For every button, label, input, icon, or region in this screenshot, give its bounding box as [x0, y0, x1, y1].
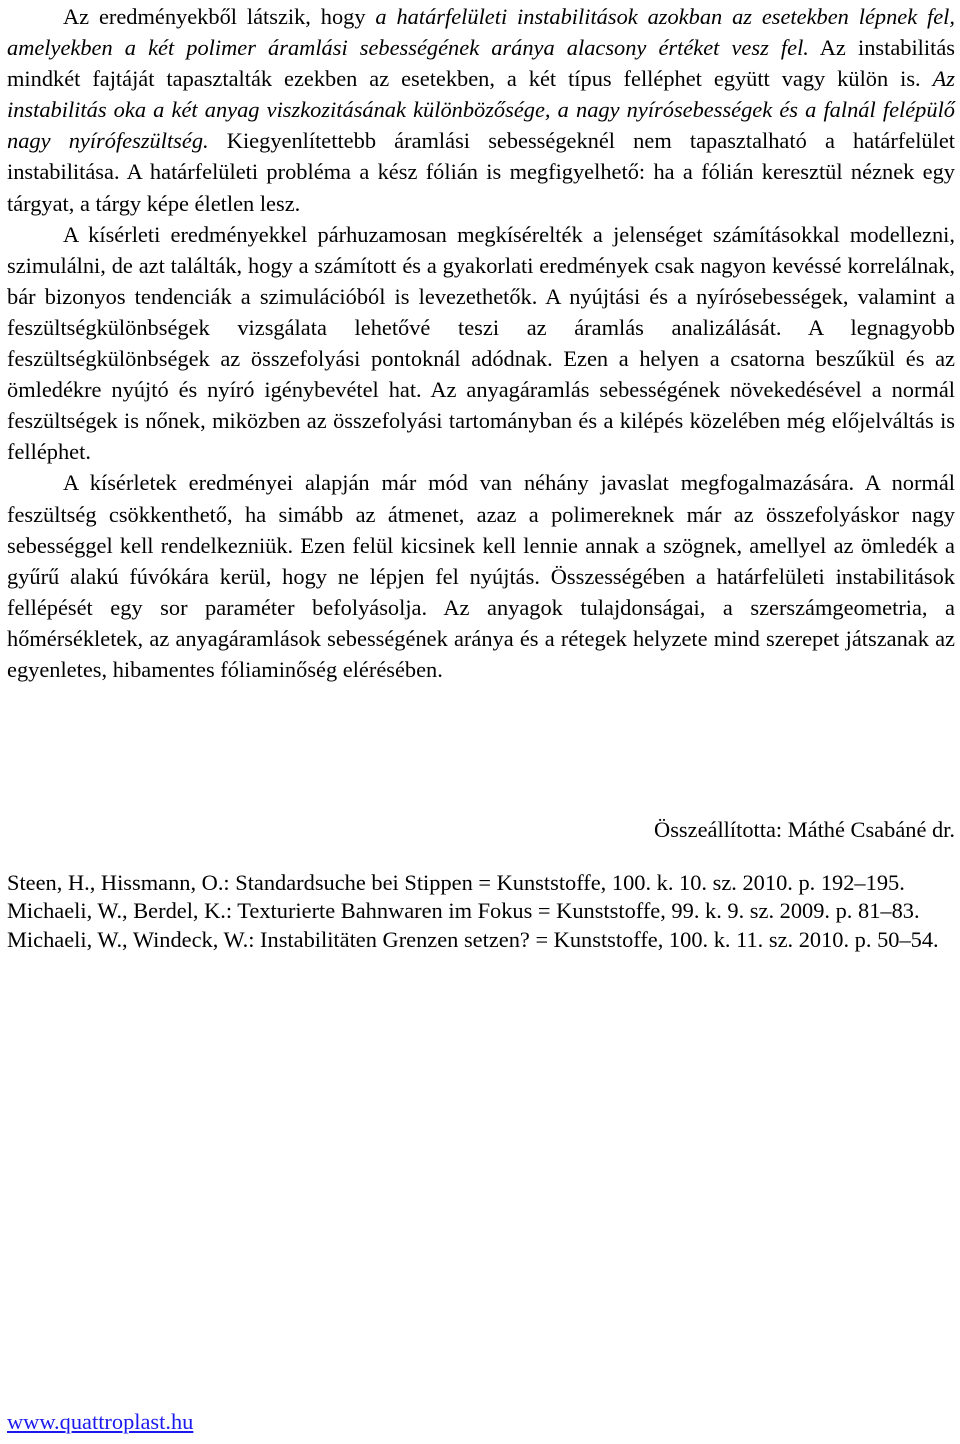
references-list — [7, 869, 955, 954]
paragraph-2: A kísérleti eredményekkel párhuzamosan megkísérelték a jelenséget számításokkal modellezni, szimulálni, de azt találták, hogy a számított és a gyakorlati eredmények csak nagyon kevéssé korrelálnak, bár bizonyos tendenciák a szimulációból is levezethetők. A nyújtási és a nyírósebességek, valamint a feszültségkülönbségek vizsgálata lehetővé teszi az áramlás analizálását. A legnagyobb feszültségkülönbségek az összefolyási pontoknál adódnak. Ezen a helyen a csatorna beszűkül és az ömledékre nyújtó és nyíró igénybevétel hat. Az anyagáramlás sebességének növekedésével a normál feszültségek is nőnek, miközben az összefolyási tartományban és a kilépés közelében még előjelváltás is felléphet. — [7, 221, 955, 465]
author-signature: Összeállította: Máthé Csabáné dr. — [654, 817, 955, 842]
paragraph-1-italic-finding: a határfelületi instabilitások azokban az esetekben lépnek fel, amelyekben a két polimer áramlási sebességének aránya alacsony értéket vesz fel. — [7, 4, 955, 61]
paragraph-1-italic-cause: Az instabilitás oka a két anyag viszkozitásának különbözősége, a nagy nyírósebességek és a falnál felépülő nagy nyírófeszültség. — [7, 66, 955, 154]
website-link[interactable]: www.quattroplast.hu — [7, 1409, 194, 1434]
reference-item: Michaeli, W., Berdel, K.: Texturierte Bahnwaren im Fokus = Kunststoffe, 99. k. 9. sz. 2009. p. 81–83. — [7, 898, 920, 924]
reference-item: Steen, H., Hissmann, O.: Standardsuche bei Stippen = Kunststoffe, 100. k. 10. sz. 2010. p. 192–195. — [7, 870, 905, 895]
article-text — [7, 0, 955, 685]
paragraph-3: A kísérletek eredményei alapján már mód van néhány javaslat megfogalmazására. A normál feszültség csökkenthető, ha simább az átmenet, azaz a polimereknek már az összefolyáskor nagy sebességgel kell rendelkezniük. Ezen felül kicsinek kell lennie annak a szögnek, amellyel az ömledék a gyűrű alakú fúvókára kerül, hogy ne lépjen fel nyújtás. Összességében a határfelületi instabilitások fellépését egy sor paraméter befolyásolja. Az anyagok tulajdonságai, a szerszámgeometria, a hőmérsékletek, az anyagáramlások sebességének aránya és a rétegek helyzete mind szerepet játszanak az egyenletes, hibamentes fóliaminőség elérésében. — [7, 470, 955, 682]
paragraph-1-tail: Kiegyenlítettebb áramlási sebességeknél nem tapasztalható a határfelület instabilitása. A határfelületi probléma a kész fólián is megfigyelhető: ha a fólián keresztül néznek egy tárgyat, a tárgy képe életlen lesz. — [7, 128, 955, 216]
article-body — [7, 0, 955, 685]
paragraph-1 — [7, 0, 955, 219]
paragraph-1-lead: Az eredményekből látszik, hogy — [63, 4, 376, 29]
reference-item: Michaeli, W., Windeck, W.: Instabilitäten Grenzen setzen? = Kunststoffe, 100. k. 11. sz. 2010. p. 50–54. — [7, 926, 939, 952]
paragraph-1-types: Az instabilitás mindkét fajtáját tapasztalták ezekben az esetekben, a két típus felléphet együtt vagy külön is. — [7, 35, 955, 92]
